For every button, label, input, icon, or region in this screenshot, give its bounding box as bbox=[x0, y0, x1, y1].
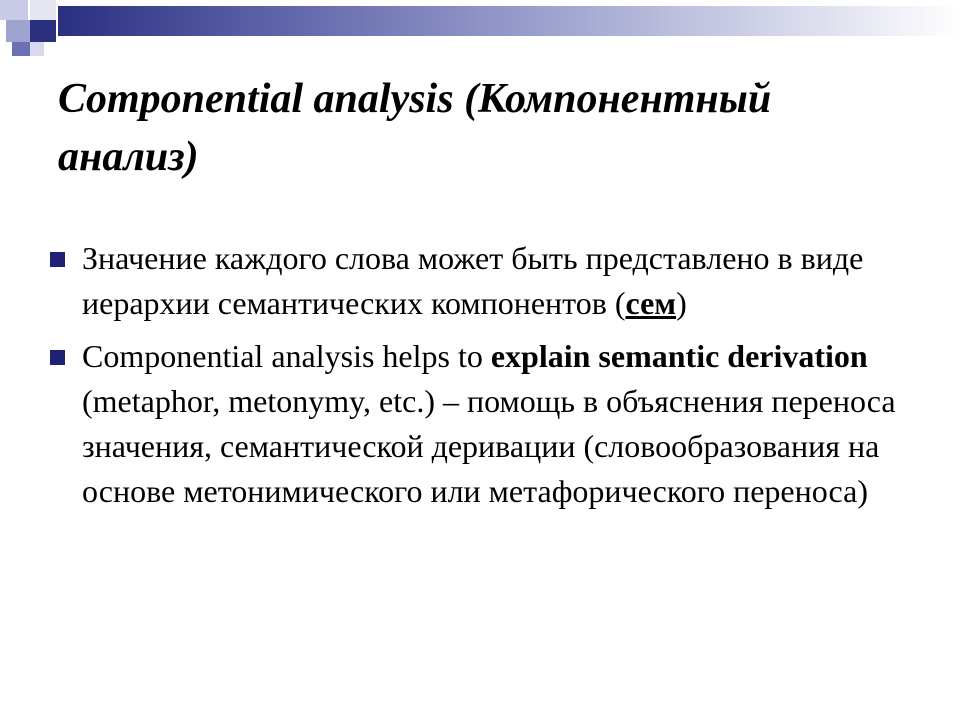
corner-square bbox=[0, 0, 28, 20]
bullet-text: (metaphor, metonymy, etc.) – помощь в объяснения переноса значения, семантической деривации (словообразования на основе метонимического или метафорического переноса) bbox=[82, 383, 896, 509]
square-bullet-icon bbox=[50, 350, 65, 365]
bullet-bold-text: explain semantic derivation bbox=[490, 338, 868, 374]
sem-link[interactable]: сем bbox=[625, 285, 677, 321]
slide-title: Componential analysis (Компонентный анализ) bbox=[58, 76, 772, 180]
header-gradient-bar bbox=[58, 6, 960, 36]
bullet-text: Componential analysis helps to bbox=[82, 338, 491, 374]
bullet-list bbox=[46, 236, 906, 522]
bullet-item bbox=[46, 334, 906, 514]
square-bullet-icon bbox=[50, 252, 65, 267]
bullet-text: Значение каждого слова может быть представлено в виде иерархии семантических компонентов ( bbox=[82, 240, 864, 321]
corner-square bbox=[6, 20, 30, 42]
bullet-text: ) bbox=[676, 285, 687, 321]
corner-square bbox=[30, 0, 56, 20]
corner-square bbox=[30, 20, 56, 42]
corner-square bbox=[30, 42, 44, 56]
bullet-item bbox=[46, 236, 906, 326]
corner-square bbox=[12, 42, 30, 56]
